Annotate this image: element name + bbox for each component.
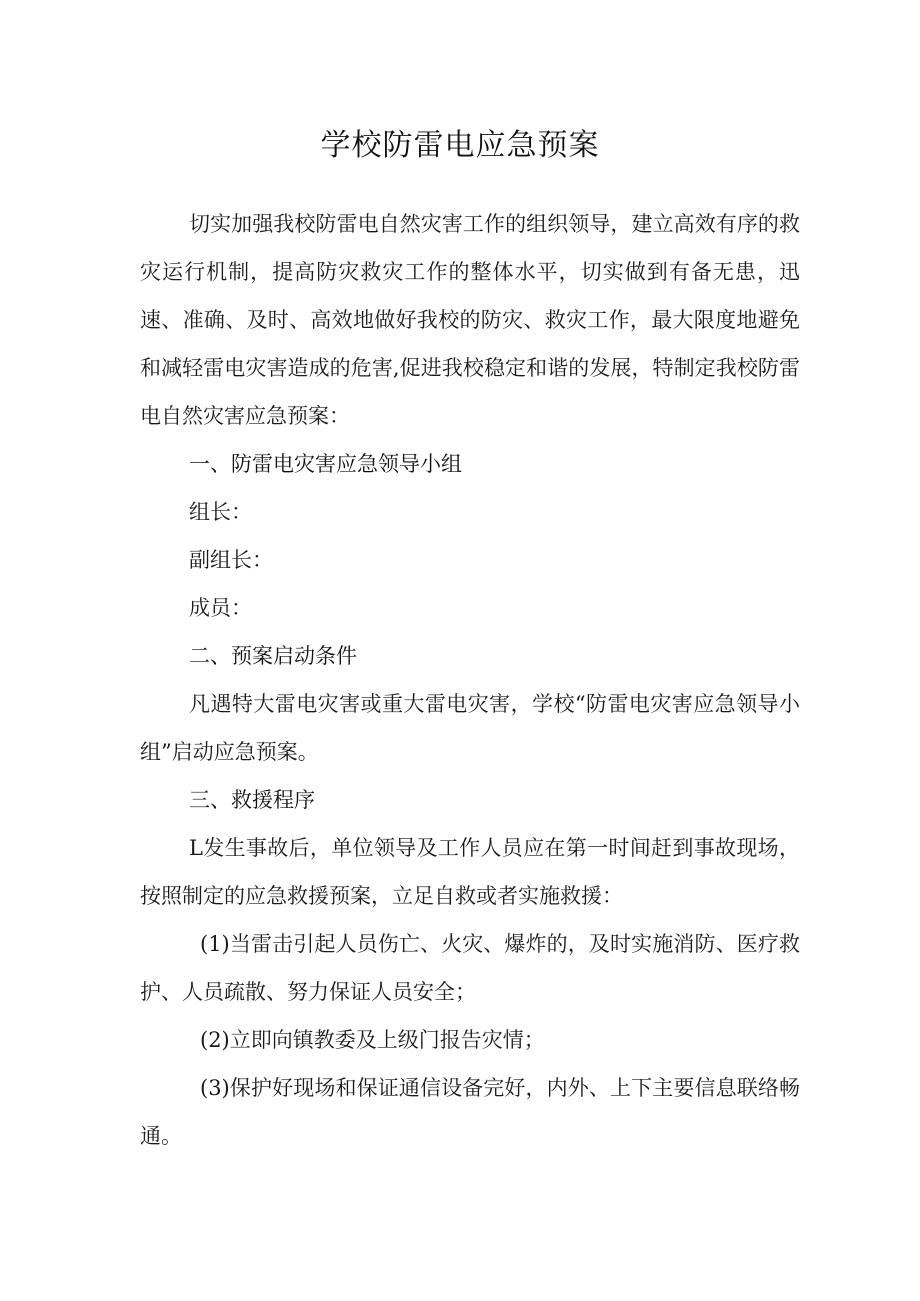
rescue-item-2: (2)立即向镇教委及上级门报告灾情；: [200, 1028, 545, 1052]
rescue-step-paragraph: L发生事故后，单位领导及工作人员应在第一时间赶到事故现场，按照制定的应急救援预案，立足自救或者实施救援：: [140, 836, 800, 908]
rescue-item-1: (1)当雷击引起人员伤亡、火灾、爆炸的，及时实施消防、医疗救护、人员疏散、努力保证人员安全；: [140, 932, 800, 1004]
deputy-leader-line: 副组长：: [189, 548, 273, 572]
leader-line: 组长：: [189, 500, 252, 524]
activation-conditions-paragraph: 凡遇特大雷电灾害或重大雷电灾害，学校“防雷电灾害应急领导小组”启动应急预案。: [140, 692, 800, 764]
section-heading-leadership-group: 一、防雷电灾害应急领导小组: [189, 452, 462, 476]
section-heading-activation-conditions: 二、预案启动条件: [189, 644, 357, 668]
members-line: 成员：: [189, 596, 252, 620]
intro-paragraph: 切实加强我校防雷电自然灾害工作的组织领导，建立高效有序的救灾运行机制，提高防灾救灾工作的整体水平，切实做到有备无患，迅速、准确、及时、高效地做好我校的防灾、救灾工作，最大限度地避免和减轻雷电灾害造成的危害,促进我校稳定和谐的发展，特制定我校防雷电自然灾害应急预案：: [140, 212, 800, 428]
document-body: [140, 200, 800, 1160]
document-title: 学校防雷电应急预案: [320, 128, 600, 163]
section-heading-rescue-procedure: 三、救援程序: [189, 788, 315, 812]
rescue-item-3: (3)保护好现场和保证通信设备完好，内外、上下主要信息联络畅通。: [140, 1076, 800, 1148]
